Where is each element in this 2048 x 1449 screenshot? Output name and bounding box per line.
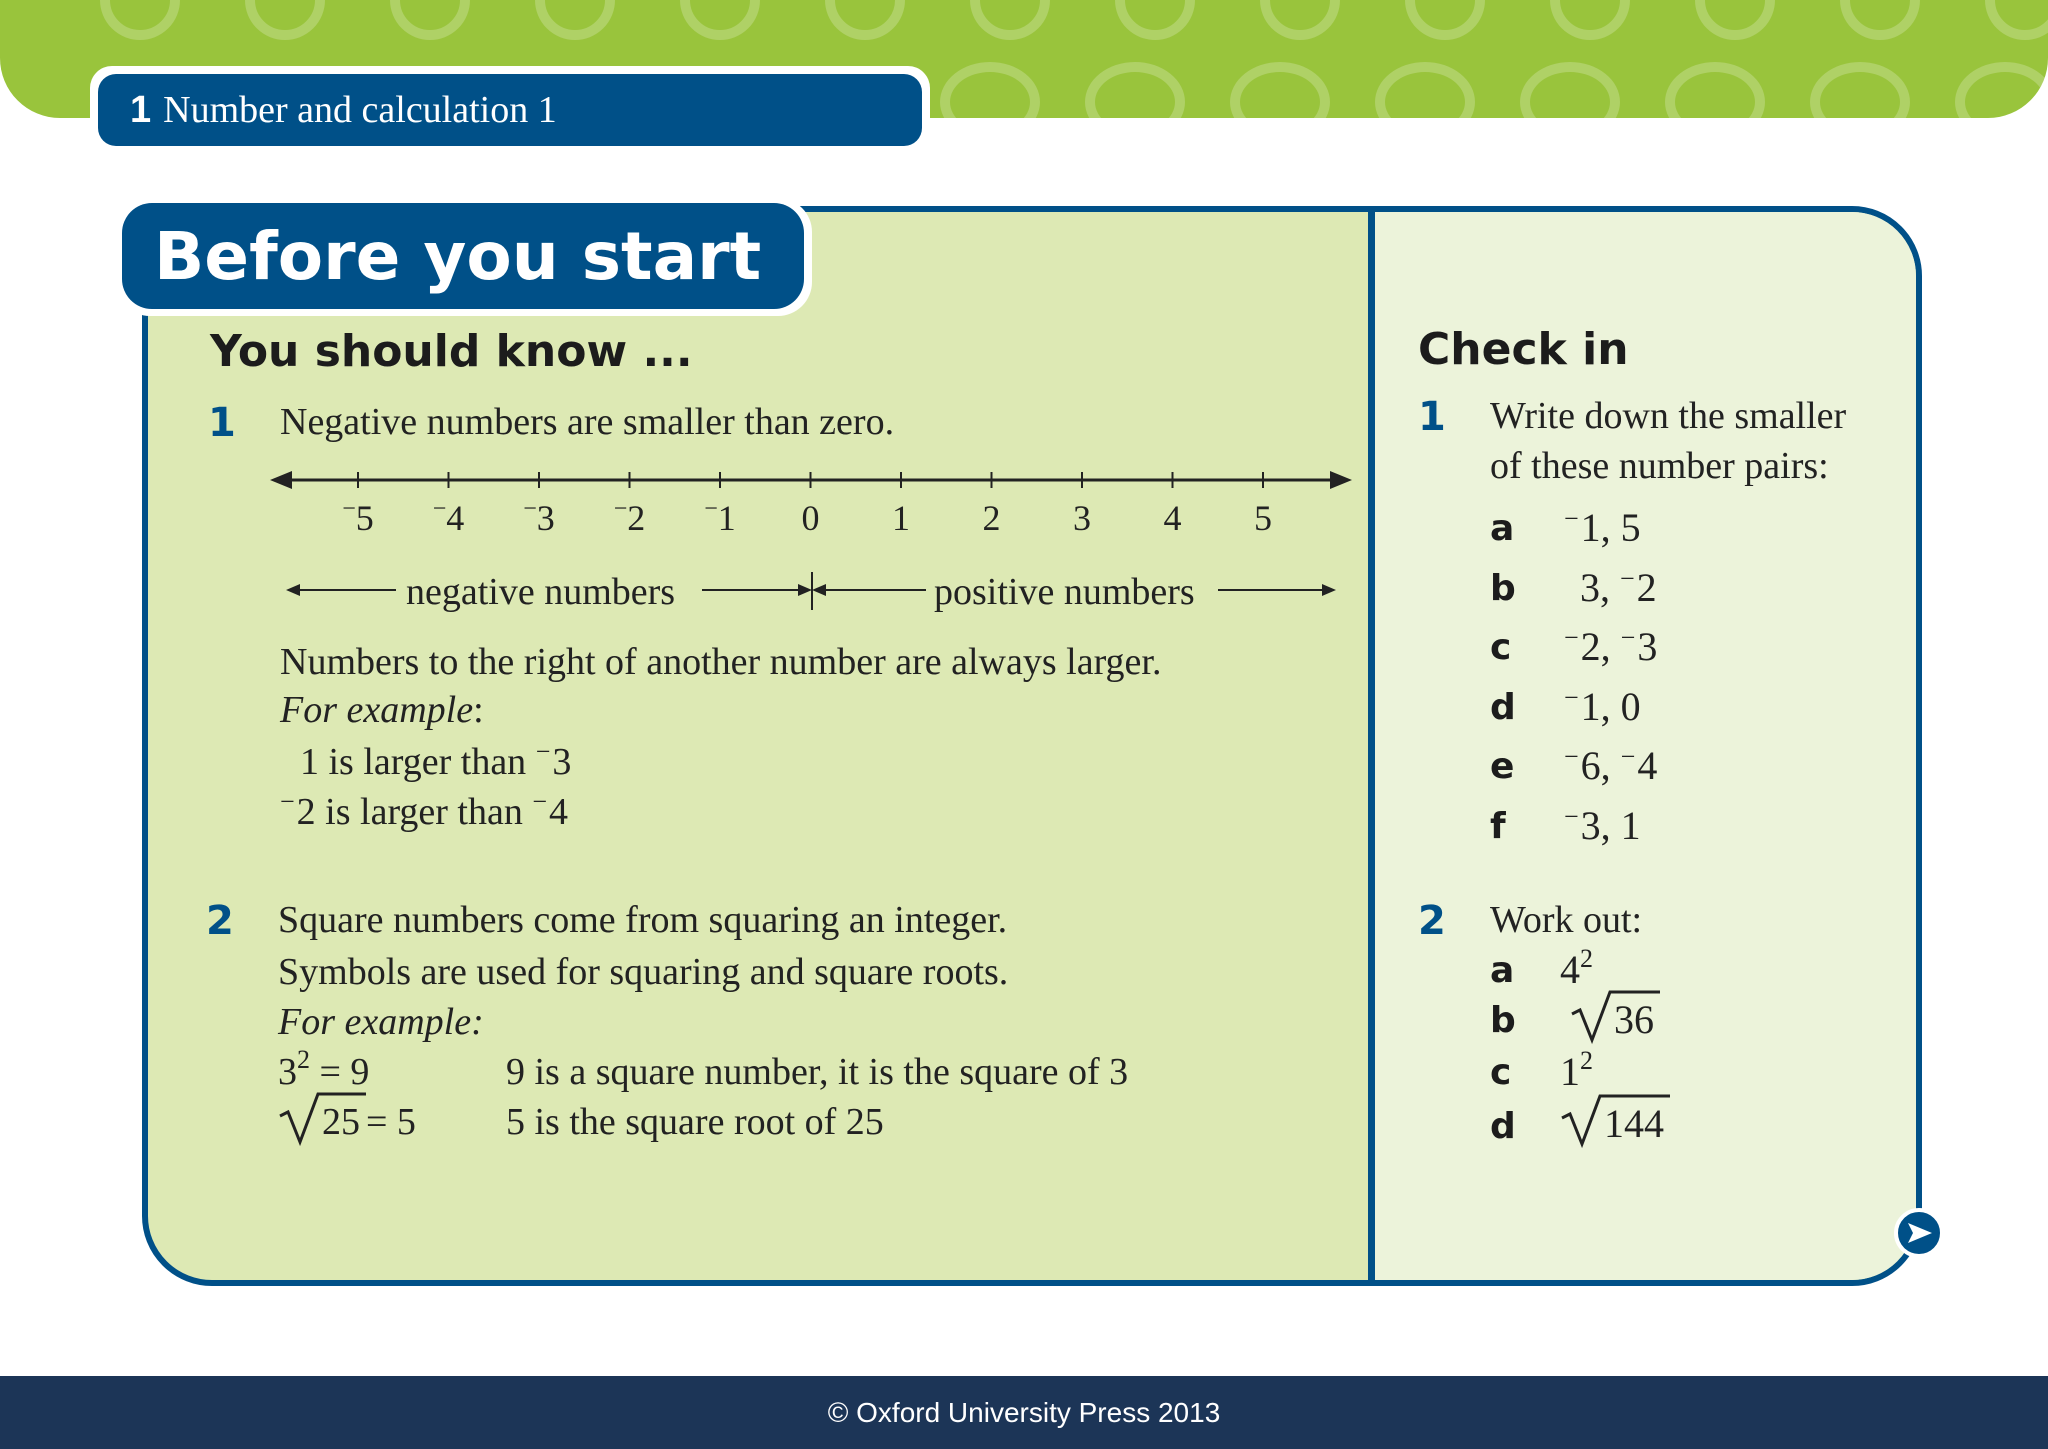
number-pair-label: d: [1490, 686, 1516, 728]
right-q2-a-label: a: [1490, 950, 1515, 991]
footer-copyright: © Oxford University Press 2013: [0, 1376, 2048, 1449]
number-line-tick-label: 5: [1254, 498, 1272, 538]
number-pair-label: b: [1490, 567, 1516, 609]
square-example-result: = 9: [310, 1051, 370, 1093]
number-line-tick-label: 1: [892, 498, 910, 538]
banner-ring-decoration: [1230, 62, 1330, 118]
left-q1-intro: Negative numbers are smaller than zero.: [280, 401, 895, 443]
chapter-title: Number and calculation 1: [163, 89, 557, 131]
number-line-tick-label: −4: [432, 496, 465, 538]
right-q2-c-label: c: [1490, 1052, 1512, 1093]
right-q2-d: [1560, 1092, 1700, 1152]
root-example-radicand: 25: [322, 1101, 360, 1143]
root-example-result: = 5: [366, 1101, 416, 1143]
number-line-tick-label: 0: [801, 498, 820, 538]
example1-text: 1 is larger than: [300, 741, 536, 783]
banner-ring-decoration: [1375, 62, 1475, 118]
root-example: [278, 1090, 438, 1150]
right-q2-a-base: 4: [1560, 947, 1580, 992]
chapter-number: 1: [130, 88, 152, 131]
number-line-tick-label: −5: [342, 496, 374, 538]
banner-ring-decoration: [100, 0, 180, 40]
right-q2-b-label: b: [1490, 1000, 1516, 1041]
right-q2-b: [1570, 988, 1690, 1048]
number-pair-values: −2, −3: [1564, 623, 1658, 669]
left-q1-example2: −2 is larger than −4: [280, 787, 569, 833]
number-pair-values: −1, 5: [1564, 504, 1641, 550]
number-line-tick-label: −3: [523, 496, 555, 538]
negative-region-arrow-right: [798, 584, 812, 596]
number-line-tick-label: 3: [1073, 498, 1091, 538]
right-q2-a: [1560, 946, 1593, 993]
negative-numbers-label: negative numbers: [406, 571, 676, 613]
page-title: Before you start: [122, 203, 804, 309]
banner-ring-decoration: [535, 0, 615, 40]
number-pair-label: c: [1490, 627, 1512, 668]
root-example-description: 5 is the square root of 25: [506, 1101, 884, 1143]
left-q2-line1: Square numbers come from squaring an integer.: [278, 899, 1008, 941]
left-q1-example1: 1 is larger than −3: [300, 737, 572, 783]
banner-ring-decoration: [1810, 62, 1910, 118]
positive-numbers-label: positive numbers: [934, 571, 1195, 613]
for-example-text: For example: [280, 689, 474, 731]
example2-value: 4: [549, 791, 569, 833]
left-q2-line2: Symbols are used for squaring and square roots.: [278, 951, 1009, 993]
arrow-right-icon: [1898, 1212, 1940, 1254]
right-q2-number: 2: [1418, 898, 1446, 944]
right-q2-b-radicand: 36: [1614, 997, 1654, 1042]
number-line-left-arrow: [270, 471, 292, 489]
banner-ring-decoration: [245, 0, 325, 40]
number-pair-values: −3, 1: [1564, 801, 1641, 848]
banner-ring-decoration: [1955, 62, 2048, 118]
banner-ring-decoration: [390, 0, 470, 40]
number-line-tick-label: −1: [704, 496, 736, 538]
number-pair-values: 3, −2: [1580, 563, 1657, 610]
number-pair-values: −1, 0: [1564, 682, 1641, 729]
left-q2-for-example: For example:: [278, 1001, 484, 1043]
square-example: [278, 1045, 370, 1094]
banner-ring-decoration: [1550, 0, 1630, 40]
right-q2-c-base: 1: [1560, 1049, 1580, 1094]
you-should-know-heading: You should know ...: [210, 326, 693, 377]
example2-text: 2 is larger than: [296, 791, 533, 833]
number-line-tick-label: 4: [1163, 498, 1182, 538]
banner-ring-decoration: [680, 0, 760, 40]
left-q1-number: 1: [208, 400, 236, 446]
banner-ring-decoration: [970, 0, 1050, 40]
number-pair-label: f: [1490, 805, 1506, 847]
left-q1-rule: Numbers to the right of another number are always larger.: [280, 641, 1162, 683]
left-q1-for-example: For example:: [280, 689, 484, 731]
banner-ring-decoration: [1665, 62, 1765, 118]
right-q2-intro: Work out:: [1490, 899, 1643, 941]
right-q2-d-radicand: 144: [1604, 1101, 1664, 1146]
banner-ring-decoration: [825, 0, 905, 40]
banner-ring-decoration: [1405, 0, 1485, 40]
banner-ring-decoration: [1520, 62, 1620, 118]
left-q2-number: 2: [206, 898, 234, 944]
next-page-button[interactable]: [1894, 1208, 1944, 1258]
number-pair-label: a: [1490, 508, 1515, 549]
check-in-heading: Check in: [1418, 324, 1629, 375]
example1-value: 3: [552, 741, 572, 783]
banner-ring-decoration: [1695, 0, 1775, 40]
chapter-header: [98, 74, 922, 146]
banner-ring-decoration: [1840, 0, 1920, 40]
square-example-exponent: 2: [297, 1045, 310, 1074]
banner-ring-decoration: [1085, 62, 1185, 118]
right-q1-line1: Write down the smaller: [1490, 395, 1847, 437]
positive-region-arrow-right: [1322, 584, 1336, 596]
right-q2-c-exponent: 2: [1580, 1046, 1593, 1075]
square-example-description: 9 is a square number, it is the square of 3: [506, 1051, 1129, 1093]
number-line-right-arrow: [1330, 471, 1352, 489]
right-q2-a-exponent: 2: [1580, 944, 1593, 973]
right-q1-number: 1: [1418, 394, 1446, 440]
positive-region-arrow-left: [812, 584, 826, 596]
banner-ring-decoration: [1260, 0, 1340, 40]
right-q1-line2: of these number pairs:: [1490, 445, 1829, 487]
number-pair-values: −6, −4: [1564, 742, 1658, 788]
right-q2-c: [1560, 1048, 1593, 1095]
banner-ring-decoration: [940, 62, 1040, 118]
number-pair-label: e: [1490, 746, 1515, 787]
right-q2-d-label: d: [1490, 1106, 1516, 1147]
square-example-base: 3: [278, 1051, 297, 1093]
number-line-tick-label: 2: [982, 498, 1001, 538]
negative-region-arrow-left: [286, 584, 300, 596]
number-line-tick-label: −2: [613, 496, 646, 538]
banner-ring-decoration: [1115, 0, 1195, 40]
banner-ring-decoration: [1985, 0, 2048, 40]
